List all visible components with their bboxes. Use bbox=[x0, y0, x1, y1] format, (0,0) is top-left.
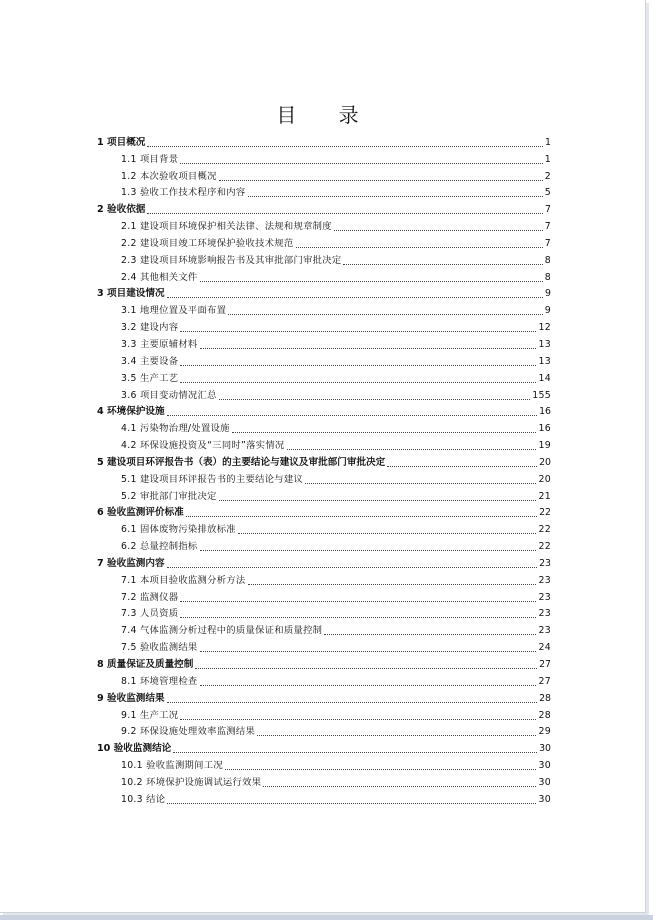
toc-section-entry[interactable] bbox=[97, 353, 551, 370]
toc-entry-title: 2.3 建设项目环境影响报告书及其审批部门审批决定 bbox=[121, 254, 342, 266]
toc-dot-leader bbox=[334, 230, 543, 231]
toc-entry-title: 1 项目概况 bbox=[97, 136, 146, 148]
toc-entry-title: 9 验收监测结果 bbox=[97, 692, 165, 704]
toc-chapter-entry[interactable] bbox=[97, 656, 551, 673]
toc-entry-title: 7.2 监测仪器 bbox=[121, 591, 179, 603]
toc-page-number: 7 bbox=[545, 204, 551, 216]
toc-page-number: 1 bbox=[544, 153, 551, 165]
toc-chapter-entry[interactable] bbox=[97, 555, 551, 572]
toc-section-entry[interactable] bbox=[97, 319, 551, 336]
toc-page-number: 14 bbox=[538, 372, 551, 384]
toc-entry-title: 9.2 环保设施处理效率监测结果 bbox=[121, 726, 256, 738]
toc-page-number: 1 bbox=[545, 136, 551, 148]
viewer-bottom-edge bbox=[0, 915, 653, 920]
toc-entry-title: 8.1 环境管理检查 bbox=[121, 675, 198, 687]
toc-section-entry[interactable] bbox=[97, 639, 551, 656]
toc-section-entry[interactable] bbox=[97, 521, 551, 538]
toc-entry-title: 4.1 污染物治理/处置设施 bbox=[121, 423, 230, 435]
toc-entry-title: 10.1 验收监测期间工况 bbox=[121, 760, 223, 772]
toc-chapter-entry[interactable] bbox=[97, 690, 551, 707]
toc-entry-title: 9.1 生产工况 bbox=[121, 709, 179, 721]
toc-section-entry[interactable] bbox=[97, 336, 551, 353]
toc-section-entry[interactable] bbox=[97, 707, 551, 724]
toc-entry-title: 1.1 项目背景 bbox=[121, 153, 179, 165]
toc-page-number: 21 bbox=[538, 490, 551, 502]
toc-page-number: 16 bbox=[539, 406, 551, 418]
toc-section-entry[interactable] bbox=[97, 673, 551, 690]
toc-dot-leader bbox=[195, 668, 537, 669]
toc-dot-leader bbox=[167, 415, 537, 416]
toc-entry-title: 7.1 本项目验收监测分析方法 bbox=[121, 574, 246, 586]
toc-section-entry[interactable] bbox=[97, 151, 551, 168]
toc-dot-leader bbox=[200, 685, 537, 686]
toc-entry-title: 3.4 主要设备 bbox=[121, 355, 179, 367]
toc-dot-leader bbox=[167, 567, 537, 568]
toc-entry-title: 3.3 主要原辅材料 bbox=[121, 338, 198, 350]
toc-page-number: 155 bbox=[532, 389, 551, 401]
toc-page-number: 23 bbox=[538, 625, 551, 637]
toc-page-number: 19 bbox=[538, 440, 551, 452]
toc-section-entry[interactable] bbox=[97, 185, 551, 202]
toc-section-entry[interactable] bbox=[97, 420, 551, 437]
toc-dot-leader bbox=[147, 146, 543, 147]
toc-entry-title: 3.6 项目变动情况汇总 bbox=[121, 389, 217, 401]
toc-dot-leader bbox=[180, 719, 536, 720]
toc-dot-leader bbox=[186, 516, 537, 517]
toc-chapter-entry[interactable] bbox=[97, 134, 551, 151]
toc-entry-title: 8 质量保证及质量控制 bbox=[97, 659, 194, 670]
toc-section-entry[interactable] bbox=[97, 572, 551, 589]
toc-entry-title: 2.4 其他相关文件 bbox=[121, 271, 198, 283]
toc-section-entry[interactable] bbox=[97, 471, 551, 488]
toc-dot-leader bbox=[200, 651, 537, 652]
toc-page-number: 23 bbox=[538, 608, 551, 620]
toc-entry-title: 5 建设项目环评报告书（表）的主要结论与建议及审批部门审批决定 bbox=[97, 456, 386, 468]
toc-page-number: 7 bbox=[544, 221, 551, 233]
toc-page-number: 9 bbox=[544, 305, 551, 317]
toc-entry-title: 7.4 气体监测分析过程中的质量保证和质量控制 bbox=[121, 625, 323, 637]
table-of-contents bbox=[97, 134, 551, 808]
toc-section-entry[interactable] bbox=[97, 589, 551, 606]
toc-dot-leader bbox=[324, 634, 536, 635]
toc-dot-leader bbox=[232, 432, 537, 433]
toc-page-number: 27 bbox=[538, 675, 551, 687]
toc-page-number: 8 bbox=[544, 271, 551, 283]
toc-entry-title: 2.1 建设项目环境保护相关法律、法规和规章制度 bbox=[121, 221, 332, 233]
toc-dot-leader bbox=[287, 449, 537, 450]
toc-entry-title: 6 验收监测评价标准 bbox=[97, 507, 184, 519]
toc-page-number: 22 bbox=[538, 524, 551, 536]
toc-section-entry[interactable] bbox=[97, 218, 551, 235]
toc-chapter-entry[interactable] bbox=[97, 404, 551, 421]
toc-page-number: 16 bbox=[538, 423, 551, 435]
toc-page-number: 24 bbox=[538, 642, 551, 654]
toc-page-number: 22 bbox=[539, 507, 551, 519]
toc-dot-leader bbox=[219, 180, 543, 181]
toc-entry-title: 10.3 结论 bbox=[121, 793, 166, 805]
toc-page-number: 30 bbox=[538, 776, 551, 788]
toc-dot-leader bbox=[180, 365, 536, 366]
toc-section-entry[interactable] bbox=[97, 437, 551, 454]
toc-section-entry[interactable] bbox=[97, 622, 551, 639]
toc-entry-title: 6.2 总量控制指标 bbox=[121, 541, 198, 553]
toc-section-entry[interactable] bbox=[97, 538, 551, 555]
toc-page-number: 22 bbox=[538, 541, 551, 553]
toc-page-number: 20 bbox=[538, 473, 551, 485]
toc-chapter-entry[interactable] bbox=[97, 740, 551, 757]
toc-dot-leader bbox=[180, 382, 536, 383]
toc-page-number: 2 bbox=[544, 170, 551, 182]
toc-dot-leader bbox=[219, 500, 537, 501]
toc-entry-title: 2 验收依据 bbox=[97, 204, 146, 216]
toc-section-entry[interactable] bbox=[97, 252, 551, 269]
toc-entry-title: 4.2 环保设施投资及“三同时”落实情况 bbox=[121, 440, 285, 452]
toc-entry-title: 3.1 地理位置及平面布置 bbox=[121, 305, 227, 317]
toc-entry-title: 1.2 本次验收项目概况 bbox=[121, 170, 217, 182]
toc-entry-title: 10.2 环境保护设施调试运行效果 bbox=[121, 776, 262, 788]
toc-page-number: 23 bbox=[539, 557, 551, 569]
toc-page-number: 13 bbox=[538, 355, 551, 367]
toc-entry-title: 7.3 人员资质 bbox=[121, 608, 179, 620]
toc-dot-leader bbox=[180, 617, 536, 618]
toc-page-number: 20 bbox=[539, 456, 551, 468]
toc-entry-title: 10 验收监测结论 bbox=[97, 743, 172, 755]
toc-page-number: 29 bbox=[538, 726, 551, 738]
toc-page-number: 13 bbox=[538, 338, 551, 350]
toc-chapter-entry[interactable] bbox=[97, 505, 551, 522]
toc-dot-leader bbox=[343, 264, 542, 265]
toc-dot-leader bbox=[167, 803, 536, 804]
toc-dot-leader bbox=[180, 331, 536, 332]
toc-entry-title: 5.2 审批部门审批决定 bbox=[121, 490, 217, 502]
toc-dot-leader bbox=[263, 786, 536, 787]
toc-dot-leader bbox=[180, 601, 536, 602]
toc-chapter-entry[interactable] bbox=[97, 201, 551, 218]
toc-entry-title: 5.1 建设项目环评报告书的主要结论与建议 bbox=[121, 473, 304, 485]
toc-section-entry[interactable] bbox=[97, 387, 551, 404]
page-title: 目 录 bbox=[276, 103, 377, 128]
toc-entry-title: 2.2 建设项目竣工环境保护验收技术规范 bbox=[121, 237, 294, 249]
toc-section-entry[interactable] bbox=[97, 757, 551, 774]
toc-section-entry[interactable] bbox=[97, 235, 551, 252]
toc-dot-leader bbox=[200, 348, 537, 349]
toc-page-number: 23 bbox=[538, 574, 551, 586]
toc-page-number: 28 bbox=[539, 692, 551, 704]
toc-page-number: 12 bbox=[538, 322, 551, 334]
toc-dot-leader bbox=[225, 769, 537, 770]
toc-entry-title: 7 验收监测内容 bbox=[97, 557, 165, 569]
toc-entry-title: 6.1 固体废物污染排放标准 bbox=[121, 524, 236, 536]
toc-page-number: 5 bbox=[544, 187, 551, 199]
toc-dot-leader bbox=[200, 281, 543, 282]
toc-section-entry[interactable] bbox=[97, 774, 551, 791]
toc-dot-leader bbox=[200, 550, 537, 551]
toc-section-entry[interactable] bbox=[97, 488, 551, 505]
toc-chapter-entry[interactable] bbox=[97, 454, 551, 471]
toc-page-number: 30 bbox=[538, 760, 551, 772]
toc-page-number: 30 bbox=[538, 793, 551, 805]
toc-section-entry[interactable] bbox=[97, 791, 551, 808]
toc-section-entry[interactable] bbox=[97, 302, 551, 319]
toc-dot-leader bbox=[173, 752, 537, 753]
toc-page-number: 30 bbox=[539, 743, 551, 755]
toc-dot-leader bbox=[257, 735, 536, 736]
toc-entry-title: 1.3 验收工作技术程序和内容 bbox=[121, 187, 246, 199]
toc-dot-leader bbox=[180, 163, 542, 164]
toc-dot-leader bbox=[219, 399, 530, 400]
toc-section-entry[interactable] bbox=[97, 724, 551, 741]
toc-section-entry[interactable] bbox=[97, 606, 551, 623]
toc-page-number: 27 bbox=[539, 659, 551, 670]
toc-page-number: 7 bbox=[544, 237, 551, 249]
toc-chapter-entry[interactable] bbox=[97, 286, 551, 303]
toc-dot-leader bbox=[167, 297, 543, 298]
toc-dot-leader bbox=[248, 584, 537, 585]
toc-dot-leader bbox=[305, 483, 536, 484]
toc-dot-leader bbox=[238, 533, 537, 534]
toc-page-number: 23 bbox=[538, 591, 551, 603]
toc-entry-title: 7.5 验收监测结果 bbox=[121, 642, 198, 654]
toc-dot-leader bbox=[228, 314, 542, 315]
toc-dot-leader bbox=[248, 196, 543, 197]
toc-dot-leader bbox=[387, 466, 537, 467]
toc-dot-leader bbox=[167, 702, 537, 703]
toc-entry-title: 3.2 建设内容 bbox=[121, 322, 179, 334]
toc-page-number: 9 bbox=[545, 288, 551, 300]
toc-section-entry[interactable] bbox=[97, 168, 551, 185]
toc-section-entry[interactable] bbox=[97, 269, 551, 286]
toc-entry-title: 3 项目建设情况 bbox=[97, 288, 165, 300]
toc-entry-title: 3.5 生产工艺 bbox=[121, 372, 179, 384]
toc-dot-leader bbox=[296, 247, 543, 248]
toc-page-number: 8 bbox=[544, 254, 551, 266]
toc-dot-leader bbox=[147, 213, 543, 214]
toc-section-entry[interactable] bbox=[97, 370, 551, 387]
toc-page-number: 28 bbox=[538, 709, 551, 721]
toc-entry-title: 4 环境保护设施 bbox=[97, 406, 165, 418]
